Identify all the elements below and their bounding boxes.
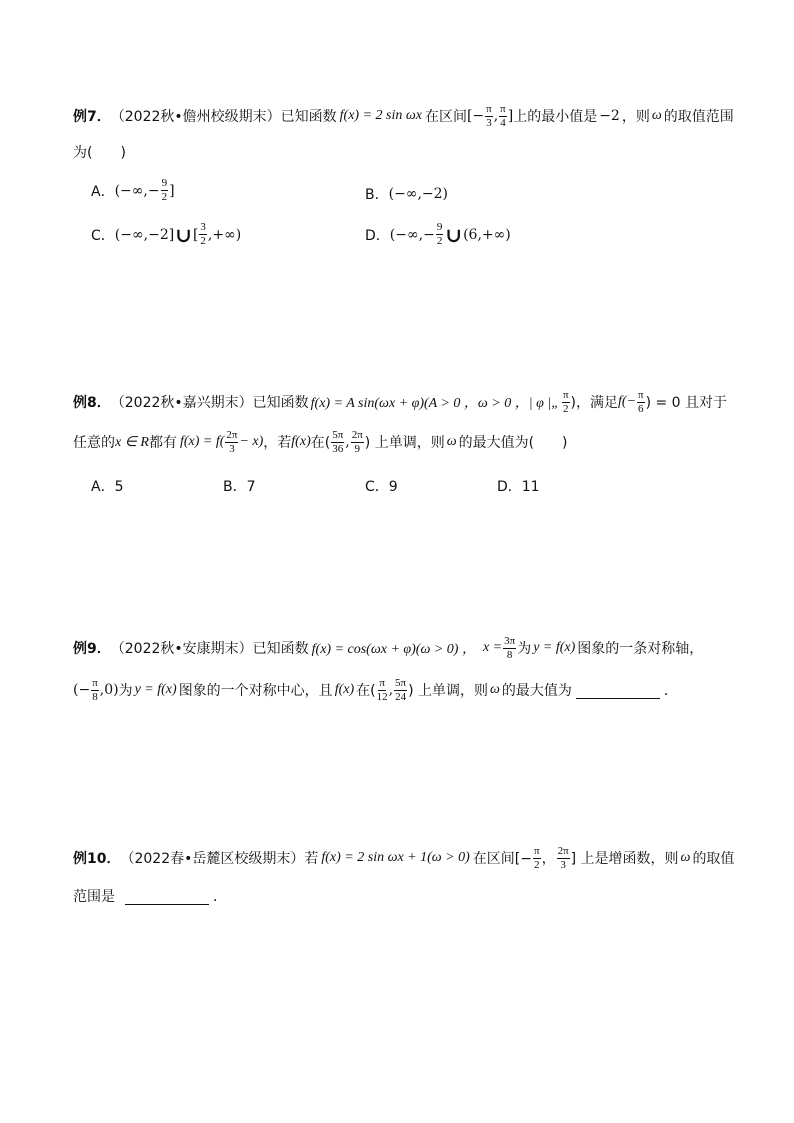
fraction: $\frac{3\pi}{8}$	[504, 634, 516, 661]
fraction: $\frac{9}{2}$	[161, 177, 168, 203]
fraction: $\frac{\pi}{8}$	[92, 676, 98, 703]
example-9-label: 例9．	[73, 641, 111, 657]
fraction: $\frac{\pi}{4}$	[500, 102, 506, 129]
example-9-function: f(x) = cos(ωx + φ)(ω > 0) ，	[311, 642, 476, 657]
example-7-option-b[interactable]: B． (−∞,−2)	[365, 186, 449, 203]
example-8-source: （2022秋•嘉兴期末）	[110, 395, 253, 411]
fraction: $\frac{\pi}{6}$	[638, 388, 644, 415]
fraction: $\frac{\pi}{3}$	[486, 102, 492, 129]
fraction: $\frac{2\pi}{9}$	[351, 428, 363, 455]
example-10-line-1: 例10． （2022春•岳麓区校级期末） 若 f(x) = 2 sin ωx + 1(ω > 0) 在区间[− $\frac{\pi}{2}$ ， $\frac{2\pi}{3}$ ] 上是增函数，则 ω 的取值	[73, 844, 735, 871]
fraction: $\frac{9}{2}$	[436, 221, 443, 247]
fraction: $\frac{\pi}{2}$	[534, 844, 540, 871]
fraction: $\frac{5\pi}{36}$	[332, 428, 344, 455]
example-8-line-2: 任意的 x ∈ R 都有 f(x) = f( $\frac{2\pi}{3}$ − x) ，若 f(x) 在( $\frac{5\pi}{36}$ , $\frac{2\pi}{9}$ ) 上单调，则 ω 的最大值为( )	[73, 428, 568, 455]
example-7-line-1: 例7． （2022秋•儋州校级期末） 已知函数 f(x) = 2 sin ωx 在区间 [− $\frac{\pi}{3}$ , $\frac{\pi}{4}$ ] 上的最小值是 −2 ，则 ω 的取值范围	[73, 102, 734, 129]
fraction: $\frac{2\pi}{3}$	[557, 844, 569, 871]
example-7-function: f(x) = 2 sin ωx	[339, 108, 422, 123]
fraction: $\frac{\pi}{12}$	[376, 676, 388, 703]
fraction: $\frac{2\pi}{3}$	[226, 428, 238, 455]
fraction: $\frac{\pi}{2}$	[562, 388, 569, 415]
example-8-function: f(x) = A sin(ωx + φ)(A > 0 ，ω > 0 ，| φ |„	[310, 396, 559, 411]
example-8-label: 例8．	[73, 395, 111, 411]
fraction: $\frac{5\pi}{24}$	[395, 676, 407, 703]
example-9-line-2: (− $\frac{\pi}{8}$ ,0) 为 y = f(x) 图象的一个对称中心，且 f(x) 在( $\frac{\pi}{12}$ , $\frac{5\pi}{24}$ ) 上单调，则 ω 的最大值为 ．	[73, 676, 678, 703]
example-8-option-a[interactable]: A．5	[91, 479, 124, 495]
example-7-line-2: 为( )	[73, 145, 126, 161]
example-7-option-c[interactable]: C． (−∞,−2] ∪ [ $\frac{3}{2}$ ,+∞)	[91, 221, 242, 247]
example-9-line-1: 例9． （2022秋•安康期末） 已知函数 f(x) = cos(ωx + φ)(ω > 0) ， x = $\frac{3\pi}{8}$ 为 y = f(x) 图象的一条对称轴，	[73, 634, 704, 661]
example-10-function: f(x) = 2 sin ωx + 1(ω > 0)	[321, 850, 470, 865]
fraction: $\frac{3}{2}$	[200, 221, 206, 247]
example-7-label: 例7．	[73, 109, 111, 125]
answer-blank[interactable]	[576, 682, 660, 699]
example-7-option-a[interactable]: A． (−∞,− $\frac{9}{2}$ ]	[91, 177, 175, 203]
example-9-source: （2022秋•安康期末）	[110, 641, 253, 657]
example-10-label: 例10．	[73, 851, 121, 867]
example-7-source: （2022秋•儋州校级期末）	[110, 109, 281, 125]
example-10-line-2: 范围是 ．	[73, 889, 227, 905]
example-7-option-d[interactable]: D． (−∞,− $\frac{9}{2}$ ∪ (6,+∞)	[365, 221, 511, 247]
example-8-line-1: 例8． （2022秋•嘉兴期末） 已知函数 f(x) = A sin(ωx + φ)(A > 0 ，ω > 0 ，| φ |„ $\frac{\pi}{2}$ )，满足 f(− $\frac{\pi}{6}$ ) = 0 且对于	[73, 388, 728, 415]
example-8-option-b[interactable]: B．7	[223, 479, 256, 495]
example-10-source: （2022春•岳麓区校级期末）	[120, 851, 305, 867]
example-8-option-d[interactable]: D．11	[497, 479, 540, 495]
answer-blank[interactable]	[125, 888, 209, 905]
example-8-option-c[interactable]: C．9	[365, 479, 398, 495]
